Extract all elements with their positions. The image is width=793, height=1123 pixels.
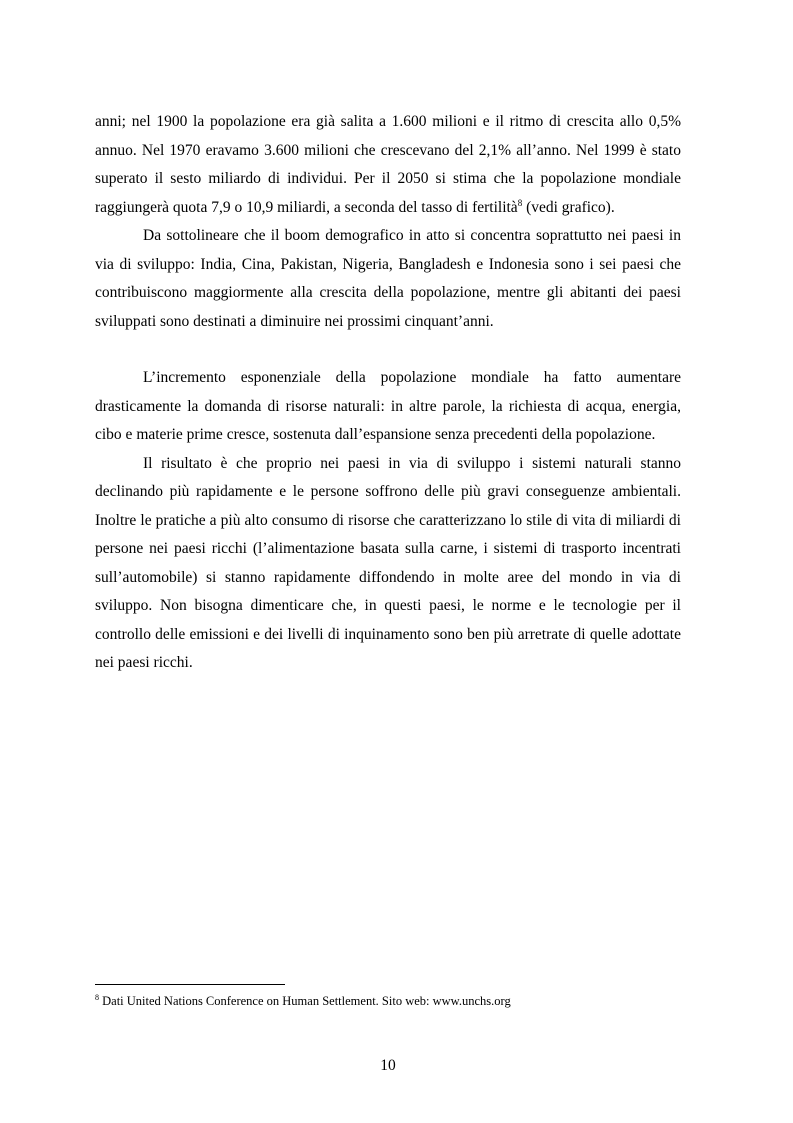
page-number: 10 (380, 1057, 396, 1074)
paragraph-population-history (95, 108, 681, 222)
paragraph-spacer (95, 336, 681, 364)
paragraph-resource-demand: L’incremento esponenziale della popolazione mondiale ha fatto aumentare drasticamente la domanda di risorse naturali: in altre parole, la richiesta di acqua, energia, cibo e materie prime cresce, sostenuta dall’espansione senza precedenti della popolazione. (95, 369, 681, 443)
paragraph-demographic-boom: Da sottolineare che il boom demografico in atto si concentra soprattutto nei paesi in via di sviluppo: India, Cina, Pakistan, Nigeria, Bangladesh e Indonesia sono i sei paesi che contribuiscono maggiormente alla crescita della popolazione, mentre gli abitanti dei paesi sviluppati sono destinati a diminuire nei prossimi cinquant’anni. (95, 227, 681, 330)
footnote-reference: 8 (517, 197, 523, 208)
paragraph-consequences: Il risultato è che proprio nei paesi in via di sviluppo i sistemi naturali stanno declinando più rapidamente e le persone soffrono delle più gravi conseguenze ambientali. Inoltre le pratiche a più alto consumo di risorse che caratterizzano lo stile di vita di miliardi di persone nei paesi ricchi (l’alimentazione basata sulla carne, i sistemi di trasporto incentrati sull’automobile) si stanno rapidamente diffondendo in molte aree del mondo in via di sviluppo. Non bisogna dimenticare che, in questi paesi, le norme e le tecnologie per il controllo delle emissioni e dei livelli di inquinamento sono ben più arretrate di quelle adottate nei paesi ricchi. (95, 454, 681, 671)
footnote-text: Dati United Nations Conference on Human Settlement. Sito web: www.unchs.org (99, 994, 511, 1008)
footnote (95, 993, 681, 1009)
footnote-separator (95, 984, 285, 985)
paragraph-text: anni; nel 1900 la popolazione era già salita a 1.600 milioni e il ritmo di crescita allo 0,5% annuo. Nel 1970 eravamo 3.600 milioni che crescevano del 2,1% all’anno. Nel 1999 è stato superato il sesto miliardo di individui. Per il 2050 si stima che la popolazione mondiale raggiungerà quota 7,9 o 10,9 miliardi, a seconda del tasso di fertilità (95, 113, 681, 216)
paragraph-text-end: (vedi grafico). (522, 198, 615, 216)
footnote-number: 8 (95, 992, 99, 1002)
body-text (95, 108, 681, 678)
